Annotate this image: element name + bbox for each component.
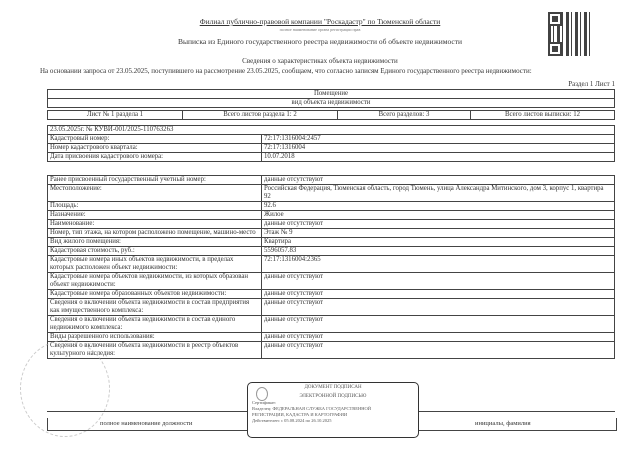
sheets-total: Всего листов выписки: 12 bbox=[471, 111, 615, 120]
row-value: данные отсутствуют bbox=[262, 342, 615, 359]
row-label: Сведения о включении объекта недвижимости в состав предприятия как имущественного комплекса: bbox=[48, 299, 262, 316]
table-row bbox=[48, 202, 615, 211]
row-label: Сведения о включении объекта недвижимости в состав единого недвижимого комплекса: bbox=[48, 316, 262, 333]
table-row bbox=[48, 333, 615, 342]
row-label: Виды разрешенного использования: bbox=[48, 333, 262, 342]
document-title: Выписка из Единого государственного реестра недвижимости об объекте недвижимости bbox=[177, 37, 463, 46]
row-value: Российская Федерация, Тюменская область, город Тюмень, улица Александра Митинского, дом 3, корпус 1, квартира 92 bbox=[262, 185, 615, 202]
row-value: Жилое bbox=[262, 211, 615, 220]
row-label: Ранее присвоенный государственный учетный номер: bbox=[48, 176, 262, 185]
position-caption: полное наименование должности bbox=[100, 420, 193, 427]
row-value: 10.07.2018 bbox=[262, 153, 615, 162]
row-label: Назначение: bbox=[48, 211, 262, 220]
table-row bbox=[48, 238, 615, 247]
row-label: Площадь: bbox=[48, 202, 262, 211]
row-value: 92.6 bbox=[262, 202, 615, 211]
row-label: Кадастровый номер: bbox=[48, 135, 262, 144]
sig-line2: ЭЛЕКТРОННОЙ ПОДПИСЬЮ bbox=[299, 394, 367, 399]
table-row bbox=[48, 211, 615, 220]
section-label: Раздел 1 Лист 1 bbox=[568, 80, 615, 88]
row-value: 72:17:1316004:2365 bbox=[262, 256, 615, 273]
table-row bbox=[48, 256, 615, 273]
row-label: Дата присвоения кадастрового номера: bbox=[48, 153, 262, 162]
row-label: Наименование: bbox=[48, 220, 262, 229]
row-value: данные отсутствуют bbox=[262, 333, 615, 342]
row-label: Кадастровые номера объектов недвижимости, из которых образован объект недвижимости: bbox=[48, 273, 262, 290]
row-value: 5596057.83 bbox=[262, 247, 615, 256]
sections-total: Всего разделов: 3 bbox=[338, 111, 471, 120]
sig-owner: Владелец: ФЕДЕРАЛЬНАЯ СЛУЖБА ГОСУДАРСТВЕННОЙ bbox=[252, 406, 372, 411]
table-row bbox=[48, 229, 615, 238]
table-row bbox=[48, 247, 615, 256]
table-row bbox=[48, 342, 615, 359]
row-value: Квартира bbox=[262, 238, 615, 247]
sig-owner2: РЕГИСТРАЦИИ, КАДАСТРА И КАРТОГРАФИИ bbox=[252, 412, 348, 417]
sheets-table bbox=[47, 110, 615, 120]
table-row bbox=[48, 176, 615, 185]
row-value: данные отсутствуют bbox=[262, 220, 615, 229]
row-label: Кадастровые номера иных объектов недвижимости, в пределах которых расположен объект недвижимости: bbox=[48, 256, 262, 273]
row-value: данные отсутствуют bbox=[262, 290, 615, 299]
row-label: Вид жилого помещения: bbox=[48, 238, 262, 247]
details-table bbox=[47, 175, 615, 359]
object-type-caption: вид объекта недвижимости bbox=[48, 99, 615, 108]
record-id: 23.05.2025г. № КУВИ-001/2025-110763263 bbox=[48, 126, 615, 135]
table-row bbox=[48, 220, 615, 229]
row-value: 72:17:1316004:2457 bbox=[262, 135, 615, 144]
table-row bbox=[48, 185, 615, 202]
electronic-signature-box bbox=[247, 382, 419, 438]
sheet-number: Лист № 1 раздела 1 bbox=[48, 111, 183, 120]
request-text: На основании запроса от 23.05.2025, поступившего на рассмотрение 23.05.2025, сообщаем, что согласно записям Единого государственного реестра недвижимости: bbox=[40, 67, 532, 75]
row-label: Кадастровые номера образованных объектов недвижимости: bbox=[48, 290, 262, 299]
table-row bbox=[48, 273, 615, 290]
emblem-icon bbox=[256, 387, 268, 401]
row-value: данные отсутствуют bbox=[262, 299, 615, 316]
office-name: Филиал публично-правовой компании "Роскадастр" по Тюменской области bbox=[199, 17, 441, 26]
sig-line1: ДОКУМЕНТ ПОДПИСАН bbox=[304, 385, 362, 390]
sig-valid: Действителен: с 05.08.2024 по 26.10.2025 bbox=[252, 418, 332, 423]
row-label: Местоположение: bbox=[48, 185, 262, 202]
table-row bbox=[48, 316, 615, 333]
row-label: Сведения о включении объекта недвижимости в реестр объектов культурного наследия: bbox=[48, 342, 262, 359]
table-row bbox=[48, 299, 615, 316]
document-subtitle: Сведения о характеристиках объекта недвижимости bbox=[242, 57, 398, 65]
row-value: данные отсутствуют bbox=[262, 273, 615, 290]
sig-cert: Сертификат: bbox=[252, 400, 277, 405]
table-row bbox=[48, 290, 615, 299]
object-type: Помещение bbox=[48, 90, 615, 99]
row-label: Номер, тип этажа, на котором расположено помещение, машино-место bbox=[48, 229, 262, 238]
object-type-table bbox=[47, 89, 615, 108]
record-table bbox=[47, 125, 615, 162]
row-label: Кадастровая стоимость, руб.: bbox=[48, 247, 262, 256]
sheets-in-section: Всего листов раздела 1: 2 bbox=[183, 111, 338, 120]
row-value: Этаж № 9 bbox=[262, 229, 615, 238]
row-value: данные отсутствуют bbox=[262, 176, 615, 185]
row-label: Номер кадастрового квартала: bbox=[48, 144, 262, 153]
row-value: данные отсутствуют bbox=[262, 316, 615, 333]
name-caption: инициалы, фамилия bbox=[475, 420, 531, 427]
office-caption: полное наименование органа регистрации прав bbox=[279, 27, 361, 32]
row-value: 72:17:1316004 bbox=[262, 144, 615, 153]
